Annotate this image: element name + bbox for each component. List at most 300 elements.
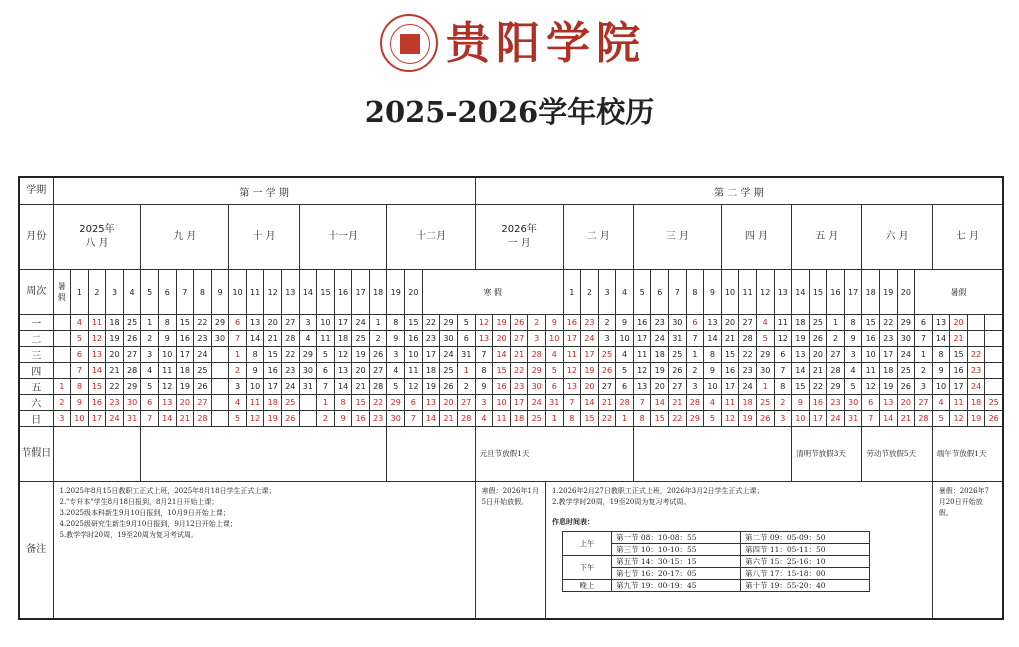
calendar-day: 10 (862, 347, 880, 363)
calendar-day: 24 (739, 379, 757, 395)
calendar-day: 31 (457, 347, 475, 363)
calendar-day: 11 (246, 395, 264, 411)
calendar-day: 8 (387, 315, 405, 331)
calendar-day: 11 (950, 395, 968, 411)
calendar-day: 25 (440, 363, 458, 379)
month-header: 五 月 (792, 205, 862, 270)
calendar-day: 7 (229, 331, 247, 347)
calendar-day: 26 (194, 379, 212, 395)
calendar-day: 6 (616, 379, 634, 395)
calendar-day: 26 (897, 379, 915, 395)
calendar-day: 28 (194, 411, 212, 427)
calendar-day: 3 (475, 395, 493, 411)
calendar-day: 22 (194, 315, 212, 331)
calendar-day: 3 (141, 347, 159, 363)
calendar-day: 5 (229, 411, 247, 427)
calendar-day: 23 (282, 363, 300, 379)
calendar-day: 1 (53, 379, 71, 395)
calendar-day: 17 (334, 315, 352, 331)
week-number: 3 (106, 270, 124, 315)
calendar-day: 30 (897, 331, 915, 347)
calendar-day: 17 (563, 331, 581, 347)
calendar-day: 13 (633, 379, 651, 395)
calendar-day: 17 (176, 347, 194, 363)
calendar-day: 28 (686, 395, 704, 411)
calendar-day: 20 (809, 347, 827, 363)
calendar-day: 16 (633, 315, 651, 331)
month-label: 月份 (19, 205, 53, 270)
calendar-day: 1 (616, 411, 634, 427)
note-line: 5.教学学时20周，19至20周为复习考试周。 (59, 531, 198, 539)
calendar-day: 2 (528, 315, 546, 331)
calendar-day: 8 (475, 363, 493, 379)
calendar-day: 18 (510, 411, 528, 427)
calendar-day: 22 (809, 379, 827, 395)
calendar-day: 14 (493, 347, 511, 363)
calendar-day: 14 (651, 395, 669, 411)
calendar-day: 17 (809, 411, 827, 427)
calendar-day: 14 (792, 363, 810, 379)
calendar-day: 24 (106, 411, 124, 427)
week-number: 18 (369, 270, 387, 315)
calendar-day: 30 (387, 411, 405, 427)
bell-slot: 第七节 16：20-17：05 (611, 568, 740, 580)
calendar-day (299, 411, 317, 427)
week-number: 13 (774, 270, 792, 315)
calendar-day (211, 379, 229, 395)
calendar-day (53, 315, 71, 331)
calendar-day: 6 (141, 395, 159, 411)
calendar-day: 20 (176, 395, 194, 411)
calendar-day: 8 (246, 347, 264, 363)
calendar-day: 19 (176, 379, 194, 395)
calendar-day: 28 (528, 347, 546, 363)
calendar-day: 23 (739, 363, 757, 379)
calendar-day: 17 (510, 395, 528, 411)
calendar-day: 28 (123, 363, 141, 379)
calendar-day: 26 (440, 379, 458, 395)
calendar-day: 29 (827, 379, 845, 395)
calendar-day: 26 (985, 411, 1003, 427)
calendar-day: 13 (334, 363, 352, 379)
calendar-day: 22 (879, 315, 897, 331)
week-number: 18 (862, 270, 880, 315)
calendar-day: 7 (405, 411, 423, 427)
note-line: 1.2026年2月27日教职工正式上班，2026年3月2日学生正式上课； (551, 487, 764, 495)
month-header: 九 月 (141, 205, 229, 270)
bell-slot: 第二节 09：05-09：50 (740, 532, 869, 544)
calendar-day: 16 (493, 379, 511, 395)
weekday-label: 三 (19, 347, 53, 363)
weekday-label: 四 (19, 363, 53, 379)
calendar-day: 2 (686, 363, 704, 379)
calendar-day: 21 (440, 411, 458, 427)
calendar-day (985, 363, 1003, 379)
calendar-day: 14 (704, 331, 722, 347)
calendar-day: 16 (950, 363, 968, 379)
calendar-day: 20 (897, 395, 915, 411)
calendar-day: 22 (422, 315, 440, 331)
calendar-day: 13 (704, 315, 722, 331)
calendar-day: 3 (774, 411, 792, 427)
month-header: 三 月 (633, 205, 721, 270)
week-number: 15 (317, 270, 335, 315)
calendar-day: 6 (545, 379, 563, 395)
calendar-day: 10 (616, 331, 634, 347)
calendar-day: 4 (475, 411, 493, 427)
calendar-day: 23 (651, 315, 669, 331)
calendar-day: 21 (950, 331, 968, 347)
calendar-day: 23 (879, 331, 897, 347)
calendar-day: 29 (528, 363, 546, 379)
calendar-day: 13 (932, 315, 950, 331)
calendar-day: 16 (264, 363, 282, 379)
calendar-day: 25 (985, 395, 1003, 411)
notes-winter-break: 寒假：2026年1月5日开始放假。 (475, 482, 545, 620)
calendar-day: 2 (229, 363, 247, 379)
calendar-day: 22 (598, 411, 616, 427)
bell-slot: 第九节 19：00-19：45 (611, 580, 740, 592)
calendar-day: 7 (774, 363, 792, 379)
calendar-day: 19 (106, 331, 124, 347)
calendar-day: 28 (369, 379, 387, 395)
calendar-day: 21 (352, 379, 370, 395)
calendar-day: 24 (440, 347, 458, 363)
calendar-day: 10 (71, 411, 89, 427)
calendar-day: 24 (897, 347, 915, 363)
bell-period: 下午 (562, 556, 611, 580)
calendar-day: 12 (246, 411, 264, 427)
calendar-day: 9 (246, 363, 264, 379)
calendar-day: 25 (897, 363, 915, 379)
calendar-day: 1 (457, 363, 475, 379)
calendar-day: 31 (299, 379, 317, 395)
calendar-day: 30 (440, 331, 458, 347)
calendar-day: 28 (739, 331, 757, 347)
week-number: 13 (282, 270, 300, 315)
calendar-day: 15 (721, 347, 739, 363)
calendar-day: 14 (932, 331, 950, 347)
semester-2-header: 第 二 学 期 (475, 177, 1003, 205)
calendar-day: 9 (704, 363, 722, 379)
calendar-day: 25 (669, 347, 687, 363)
calendar-day: 11 (88, 315, 106, 331)
calendar-day: 19 (581, 363, 599, 379)
calendar-day: 18 (422, 363, 440, 379)
week-number: 14 (792, 270, 810, 315)
calendar-day: 1 (229, 347, 247, 363)
notes-label: 备注 (19, 482, 53, 620)
week-number: 20 (405, 270, 423, 315)
calendar-day: 19 (493, 315, 511, 331)
calendar-day: 15 (405, 315, 423, 331)
calendar-day: 2 (598, 315, 616, 331)
calendar-day: 28 (915, 411, 933, 427)
calendar-day: 20 (440, 395, 458, 411)
calendar-day: 16 (862, 331, 880, 347)
calendar-day: 21 (721, 331, 739, 347)
week-number: 20 (897, 270, 915, 315)
calendar-day: 8 (774, 379, 792, 395)
week-number: 4 (616, 270, 634, 315)
calendar-day: 30 (756, 363, 774, 379)
week-label: 周次 (19, 270, 53, 315)
calendar-day: 4 (545, 347, 563, 363)
calendar-day: 1 (545, 411, 563, 427)
calendar-day: 16 (176, 331, 194, 347)
bell-period: 上午 (562, 532, 611, 556)
week-number: 17 (844, 270, 862, 315)
week-number: 6 (651, 270, 669, 315)
month-header: 2025年 八 月 (53, 205, 141, 270)
holiday-cell (53, 427, 141, 482)
calendar-day: 7 (915, 331, 933, 347)
calendar-day: 25 (528, 411, 546, 427)
calendar-day (967, 331, 985, 347)
calendar-day: 8 (932, 347, 950, 363)
calendar-day (211, 395, 229, 411)
calendar-day: 10 (317, 315, 335, 331)
calendar-day: 15 (176, 315, 194, 331)
calendar-day: 24 (282, 379, 300, 395)
holiday-qingming: 清明节放假3天 (792, 427, 862, 482)
calendar-day: 30 (669, 315, 687, 331)
week-number: 17 (352, 270, 370, 315)
month-header: 2026年 一 月 (475, 205, 563, 270)
summer-break-label: 暑 假 (53, 270, 71, 315)
calendar-day: 25 (194, 363, 212, 379)
calendar-day: 16 (352, 411, 370, 427)
calendar-day: 18 (879, 363, 897, 379)
calendar-day: 16 (563, 315, 581, 331)
notes-semester-1 (53, 482, 475, 620)
calendar-day: 14 (88, 363, 106, 379)
bell-slot: 第五节 14：30-15：15 (611, 556, 740, 568)
calendar-day: 20 (950, 315, 968, 331)
calendar-day: 13 (475, 331, 493, 347)
calendar-day: 29 (686, 411, 704, 427)
calendar-day: 19 (792, 331, 810, 347)
calendar-day: 11 (317, 331, 335, 347)
calendar-day: 7 (563, 395, 581, 411)
calendar-day: 18 (967, 395, 985, 411)
calendar-day: 29 (440, 315, 458, 331)
holiday-label: 节假日 (19, 427, 53, 482)
note-line: 4.2025级研究生新生9月10日报到，9月12日开始上课； (59, 520, 237, 528)
notes-semester-2 (545, 482, 932, 620)
calendar-day: 24 (827, 411, 845, 427)
calendar-day: 23 (369, 411, 387, 427)
calendar-day: 23 (194, 331, 212, 347)
calendar-day: 21 (897, 411, 915, 427)
calendar-day: 6 (405, 395, 423, 411)
calendar-day: 19 (879, 379, 897, 395)
calendar-day: 27 (827, 347, 845, 363)
calendar-day: 21 (264, 331, 282, 347)
calendar-day (211, 363, 229, 379)
week-number: 2 (581, 270, 599, 315)
calendar-day: 4 (71, 315, 89, 331)
bell-period: 晚上 (562, 580, 611, 592)
calendar-day: 8 (71, 379, 89, 395)
calendar-day: 8 (844, 315, 862, 331)
calendar-day: 18 (739, 395, 757, 411)
calendar-day: 6 (229, 315, 247, 331)
calendar-day: 6 (457, 331, 475, 347)
calendar-day: 10 (493, 395, 511, 411)
calendar-day: 5 (545, 363, 563, 379)
calendar-day: 26 (669, 363, 687, 379)
calendar-day: 11 (405, 363, 423, 379)
calendar-day: 3 (229, 379, 247, 395)
calendar-day: 3 (528, 331, 546, 347)
calendar-day: 27 (282, 315, 300, 331)
calendar-day: 2 (317, 411, 335, 427)
week-number: 5 (141, 270, 159, 315)
calendar-day: 17 (422, 347, 440, 363)
calendar-day: 22 (282, 347, 300, 363)
calendar-day: 15 (792, 379, 810, 395)
calendar-day: 21 (598, 395, 616, 411)
calendar-day: 5 (704, 411, 722, 427)
week-number: 10 (229, 270, 247, 315)
calendar-day: 20 (721, 315, 739, 331)
calendar-day: 17 (633, 331, 651, 347)
weekday-label: 五 (19, 379, 53, 395)
week-number: 2 (88, 270, 106, 315)
calendar-day: 30 (528, 379, 546, 395)
calendar-day (985, 315, 1003, 331)
calendar-day: 19 (967, 411, 985, 427)
calendar-day: 4 (229, 395, 247, 411)
calendar-day: 2 (141, 331, 159, 347)
week-number: 10 (721, 270, 739, 315)
calendar-day: 1 (141, 315, 159, 331)
holiday-new-year: 元旦节放假1天 (475, 427, 633, 482)
calendar-day: 16 (405, 331, 423, 347)
week-number: 11 (739, 270, 757, 315)
calendar-day: 12 (563, 363, 581, 379)
bell-schedule-table (562, 531, 870, 592)
calendar-day: 10 (158, 347, 176, 363)
bell-slot: 第一节 08：10-08：55 (611, 532, 740, 544)
calendar-day (211, 411, 229, 427)
schedule-title: 作息时间表： (551, 517, 594, 526)
calendar-day: 1 (369, 315, 387, 331)
bell-slot: 第六节 15：25-16：10 (740, 556, 869, 568)
calendar-day: 24 (352, 315, 370, 331)
calendar-day: 2 (369, 331, 387, 347)
calendar-day: 2 (53, 395, 71, 411)
calendar-day: 13 (792, 347, 810, 363)
calendar-day: 5 (844, 379, 862, 395)
calendar-day: 12 (405, 379, 423, 395)
calendar-day: 21 (176, 411, 194, 427)
calendar-day: 24 (651, 331, 669, 347)
calendar-day: 29 (123, 379, 141, 395)
calendar-day: 4 (844, 363, 862, 379)
calendar-day: 14 (581, 395, 599, 411)
calendar-day (985, 379, 1003, 395)
calendar-day: 22 (106, 379, 124, 395)
weekday-label: 日 (19, 411, 53, 427)
calendar-day: 20 (493, 331, 511, 347)
calendar-day: 27 (915, 395, 933, 411)
calendar-day: 11 (862, 363, 880, 379)
calendar-day: 15 (352, 395, 370, 411)
week-number: 8 (686, 270, 704, 315)
calendar-day: 25 (123, 315, 141, 331)
calendar-day: 12 (721, 411, 739, 427)
calendar-day: 24 (967, 379, 985, 395)
calendar-day: 5 (616, 363, 634, 379)
month-header: 十二月 (387, 205, 475, 270)
calendar-day (53, 363, 71, 379)
note-line: 3.2025级本科新生9月10日报到，10月9日开始上课； (59, 509, 230, 517)
calendar-day: 20 (651, 379, 669, 395)
calendar-day: 18 (792, 315, 810, 331)
calendar-day: 21 (510, 347, 528, 363)
calendar-day: 5 (932, 411, 950, 427)
week-number: 1 (563, 270, 581, 315)
calendar-day: 31 (123, 411, 141, 427)
calendar-day: 7 (475, 347, 493, 363)
calendar-day: 15 (264, 347, 282, 363)
calendar-day: 24 (194, 347, 212, 363)
week-number: 16 (334, 270, 352, 315)
calendar-day: 15 (88, 379, 106, 395)
calendar-day: 22 (669, 411, 687, 427)
week-number: 8 (194, 270, 212, 315)
calendar-day: 18 (334, 331, 352, 347)
calendar-day: 9 (844, 331, 862, 347)
calendar-day: 12 (633, 363, 651, 379)
academic-calendar-table (18, 176, 1004, 620)
calendar-day: 3 (387, 347, 405, 363)
calendar-day: 24 (528, 395, 546, 411)
calendar-day: 5 (71, 331, 89, 347)
calendar-day: 8 (704, 347, 722, 363)
calendar-day: 1 (915, 347, 933, 363)
calendar-day: 18 (264, 395, 282, 411)
calendar-day: 19 (264, 411, 282, 427)
calendar-day: 6 (915, 315, 933, 331)
calendar-day: 29 (756, 347, 774, 363)
calendar-day: 2 (457, 379, 475, 395)
calendar-day: 25 (756, 395, 774, 411)
calendar-day: 30 (123, 395, 141, 411)
calendar-day: 2 (827, 331, 845, 347)
calendar-day: 1 (756, 379, 774, 395)
calendar-day: 7 (141, 411, 159, 427)
calendar-day: 29 (299, 347, 317, 363)
calendar-day: 27 (739, 315, 757, 331)
calendar-day: 3 (299, 315, 317, 331)
calendar-day: 26 (369, 347, 387, 363)
calendar-day: 9 (616, 315, 634, 331)
calendar-day: 13 (158, 395, 176, 411)
calendar-day: 22 (369, 395, 387, 411)
bell-slot: 第十节 19：55-20：40 (740, 580, 869, 592)
calendar-day: 4 (387, 363, 405, 379)
note-line: 2."专升本"学生8月18日报到，8月21日开始上课； (59, 498, 219, 506)
calendar-day (53, 331, 71, 347)
calendar-day: 4 (704, 395, 722, 411)
month-header: 六 月 (862, 205, 932, 270)
calendar-day: 6 (71, 347, 89, 363)
calendar-day: 12 (158, 379, 176, 395)
calendar-day: 12 (774, 331, 792, 347)
